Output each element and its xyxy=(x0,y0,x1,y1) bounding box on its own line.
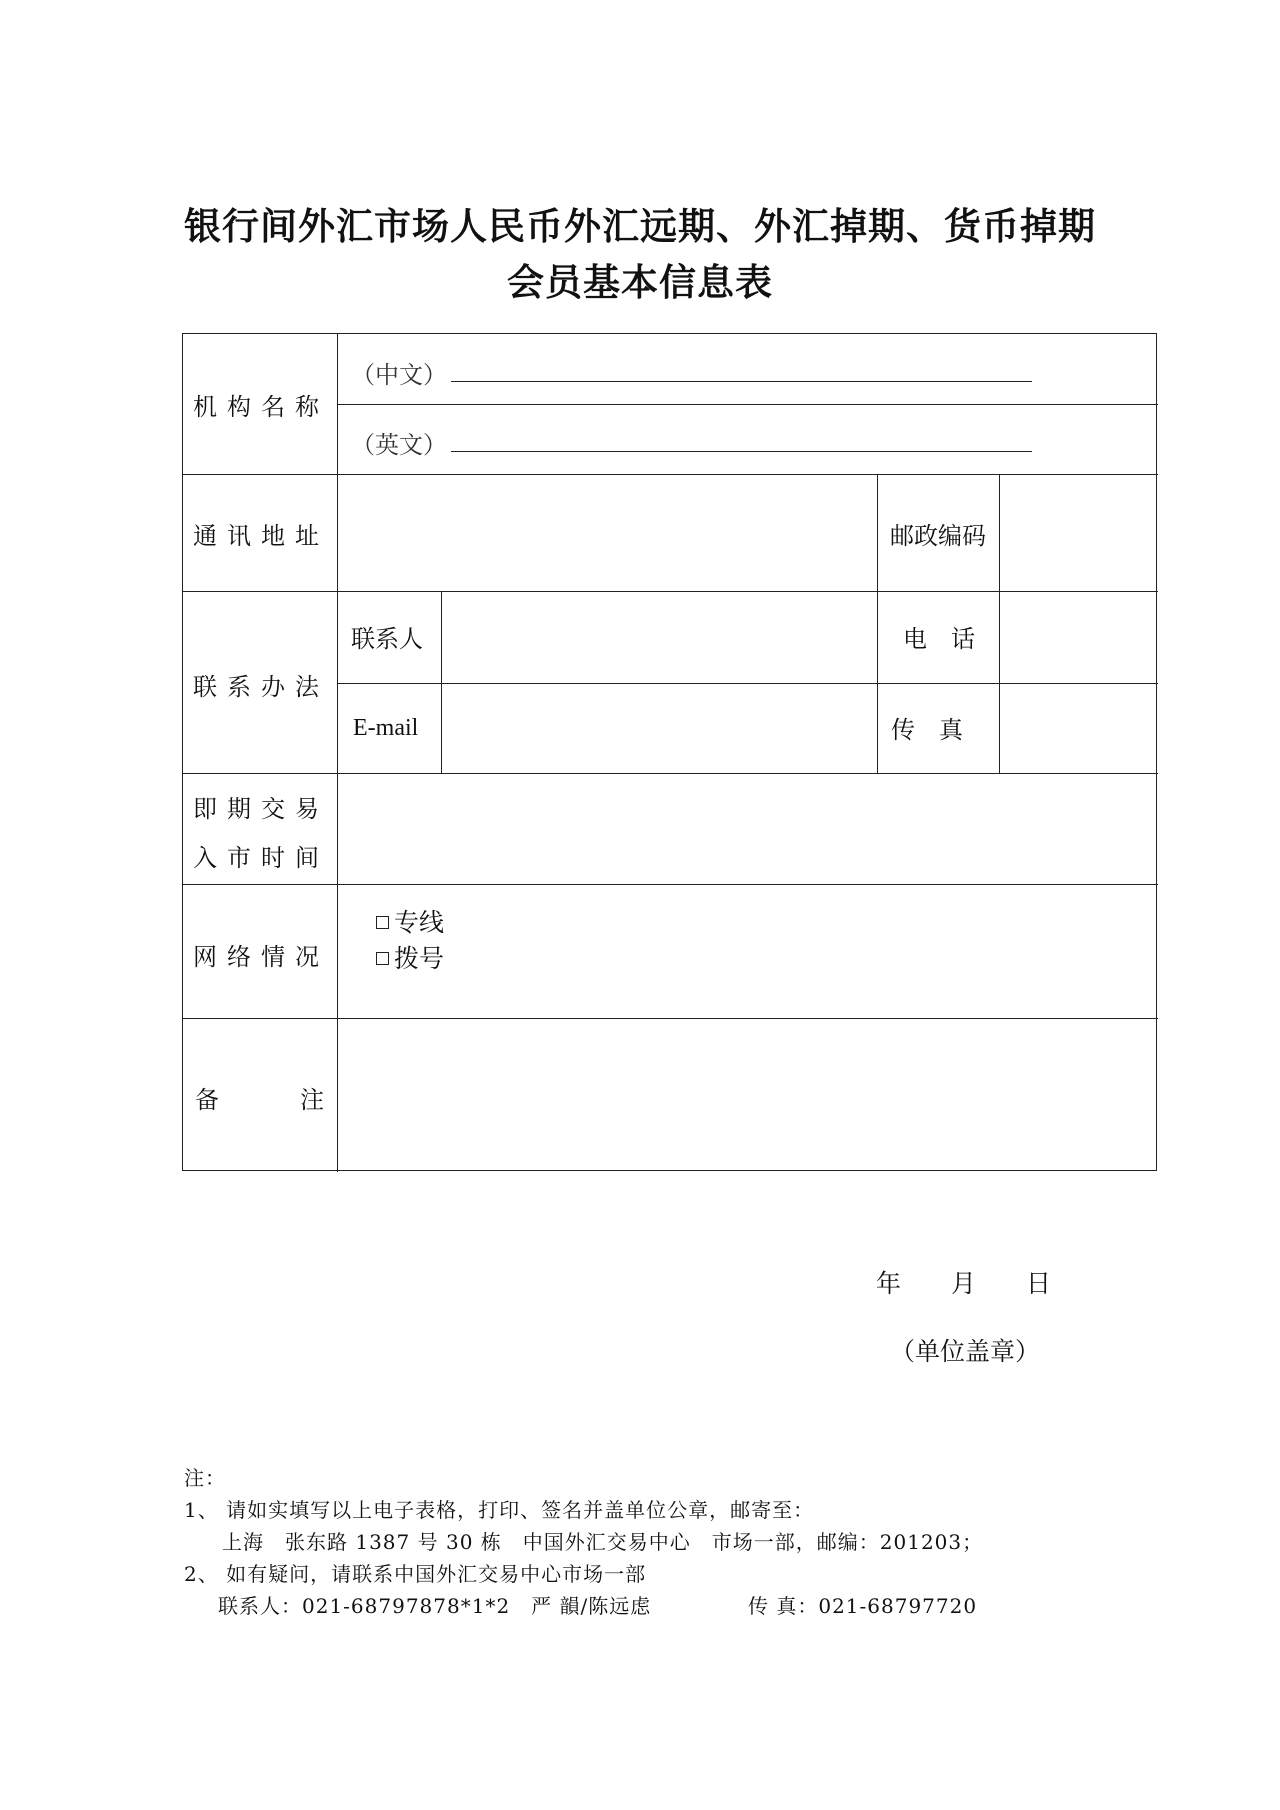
row-divider xyxy=(183,591,1158,592)
english-name-field[interactable] xyxy=(451,451,1032,452)
note-item-1: 1、 请如实填写以上电子表格，打印、签名并盖单位公章，邮寄至： xyxy=(184,1498,815,1522)
date-line: 年 月 日 xyxy=(876,1269,1052,1298)
network-option-label: 拨号 xyxy=(394,944,445,973)
phone-label: 电 话 xyxy=(903,625,975,653)
remarks-field[interactable] xyxy=(343,1020,1155,1168)
column-divider xyxy=(441,591,442,773)
unit-seal-label: （单位盖章） xyxy=(890,1337,1041,1366)
contact-method-label: 联系办法 xyxy=(193,673,329,701)
checkbox[interactable] xyxy=(376,916,389,929)
note-item-2-fax: 传 真：021-68797720 xyxy=(748,1594,978,1618)
spot-trading-label-line-1: 即期交易 xyxy=(193,795,329,823)
row-divider-org-name xyxy=(337,404,1158,405)
column-divider xyxy=(877,474,878,773)
notes-heading: 注： xyxy=(184,1466,226,1490)
column-divider xyxy=(999,474,1000,773)
postcode-label: 邮政编码 xyxy=(890,522,986,550)
note-item-2-contact: 联系人：021-68797878*1*2 严 韻/陈远虑 xyxy=(218,1594,652,1618)
row-divider xyxy=(183,773,1158,774)
email-field[interactable] xyxy=(445,685,875,771)
chinese-name-label: （中文） xyxy=(351,361,447,389)
network-label: 网络情况 xyxy=(193,943,329,971)
row-divider xyxy=(183,884,1158,885)
row-divider xyxy=(183,1018,1158,1019)
row-divider-contact xyxy=(337,683,1158,684)
email-label: E-mail xyxy=(353,715,419,741)
checkbox[interactable] xyxy=(376,952,389,965)
remarks-label-right: 注 xyxy=(300,1086,324,1114)
spot-trading-date-field[interactable] xyxy=(343,775,1155,882)
note-item-2: 2、 如有疑问，请联系中国外汇交易中心市场一部 xyxy=(184,1562,647,1586)
contact-person-field[interactable] xyxy=(445,593,875,681)
form-title-line-2: 会员基本信息表 xyxy=(507,261,773,304)
contact-person-label: 联系人 xyxy=(351,625,423,653)
english-name-label: （英文） xyxy=(351,431,447,459)
column-divider-label xyxy=(337,334,338,1172)
fax-label: 传 真 xyxy=(891,716,963,744)
address-field[interactable] xyxy=(343,476,875,589)
fax-field[interactable] xyxy=(1003,685,1155,771)
note-item-1-address: 上海 张东路 1387 号 30 栋 中国外汇交易中心 市场一部，邮编：201203； xyxy=(222,1530,984,1554)
phone-field[interactable] xyxy=(1003,593,1155,681)
address-label: 通讯地址 xyxy=(193,522,329,550)
network-option-dialup[interactable] xyxy=(376,939,444,975)
spot-trading-label-line-2: 入市时间 xyxy=(193,844,329,872)
row-divider xyxy=(183,474,1158,475)
remarks-label-left: 备 xyxy=(195,1086,219,1114)
form-title-line-1: 银行间外汇市场人民币外汇远期、外汇掉期、货币掉期 xyxy=(184,205,1096,248)
chinese-name-field[interactable] xyxy=(451,381,1032,382)
member-info-form xyxy=(182,333,1157,1171)
postcode-field[interactable] xyxy=(1003,476,1155,589)
network-option-dedicated[interactable] xyxy=(376,903,444,939)
org-name-label: 机构名称 xyxy=(193,393,329,421)
network-option-label: 专线 xyxy=(394,908,445,937)
